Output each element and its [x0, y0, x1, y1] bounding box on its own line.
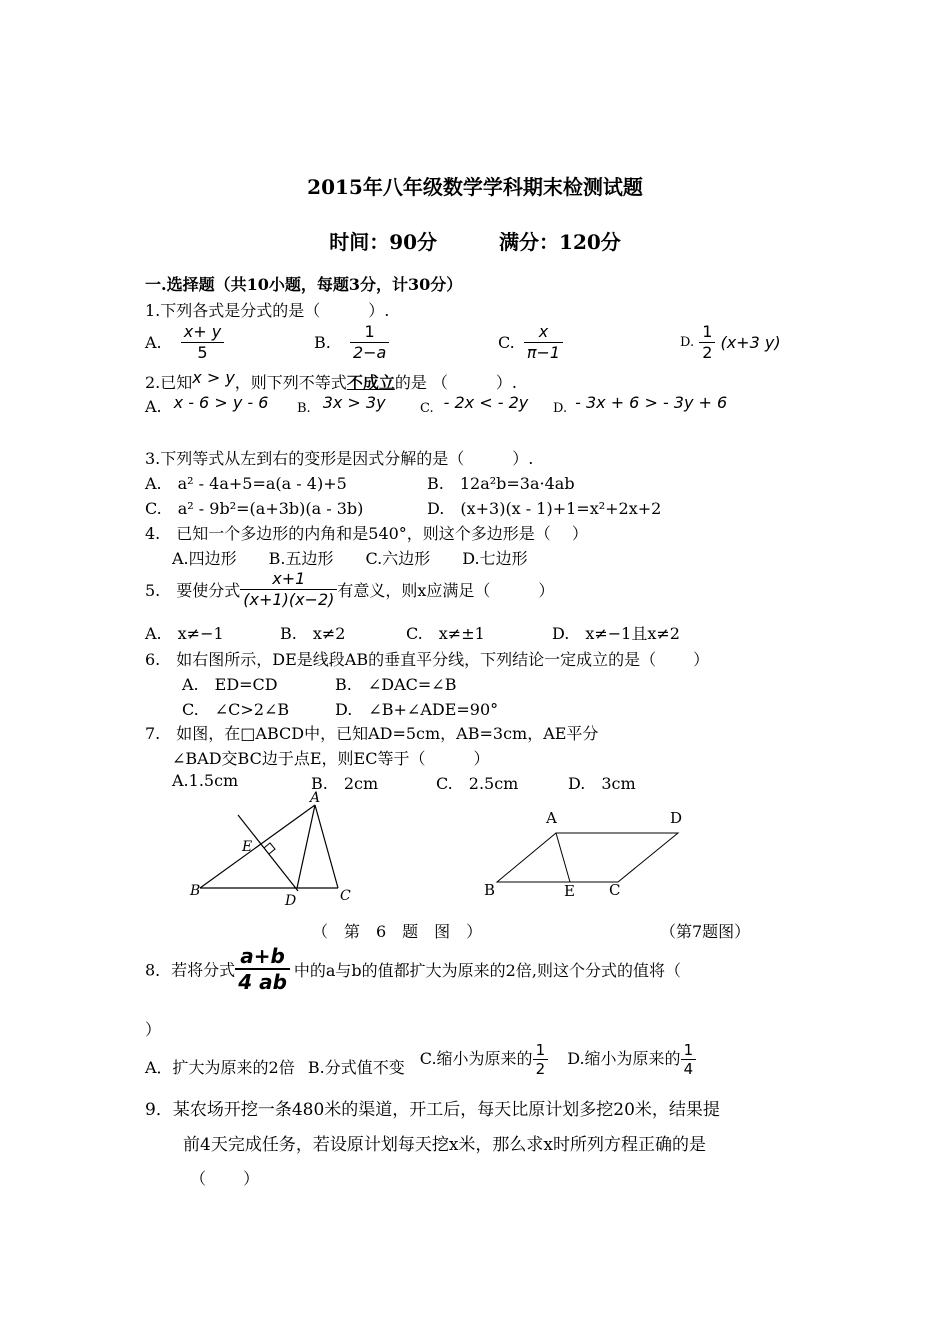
q1-option-a: A. $\frac{x+ y}{5}$ [145, 322, 224, 363]
time-label: 时间：90分 [329, 230, 438, 254]
q2-option-d: D. - 3x + 6 > - 3y + 6 [553, 393, 728, 416]
q3-stem: 3.下列等式从左到右的变形是因式分解的是（ ）. [145, 449, 534, 468]
q7-option-b: B. 2cm [311, 774, 379, 793]
q7-option-a: A.1.5cm [172, 771, 239, 790]
q2-option-a: A. x - 6 > y - 6 [145, 393, 269, 416]
q7-option-c: C. 2.5cm [436, 774, 519, 793]
label-b: B [484, 881, 496, 899]
q8-options [145, 1041, 696, 1078]
q4-options: A.四边形 B.五边形 C.六边形 D.七边形 [172, 549, 528, 568]
figure-6 [180, 785, 380, 915]
q2-option-c: C. - 2x < - 2y [420, 393, 529, 416]
q3-option-b: B. 12a²b=3a·4ab [427, 474, 575, 493]
q2-option-b: B. 3x > 3y [297, 393, 386, 416]
segment-ad [297, 805, 315, 888]
q8-option-b: B.分式值不变 [307, 1058, 405, 1077]
segment-ac [315, 805, 338, 888]
label-a: A [546, 809, 557, 827]
q9-stem-line2: 前4天完成任务，若设原计划每天挖x米，那么求x时所列方程正确的是 [183, 1135, 706, 1155]
label-a: A [310, 790, 321, 806]
q8-option-d: D.缩小为原来的 $\frac{1}{4}$ [567, 1049, 696, 1068]
q7-stem-line2: ∠BAD交BC边于点E，则EC等于（ ） [172, 749, 490, 768]
label-d: D [285, 893, 297, 909]
q5-option-b: B. x≠2 [280, 624, 346, 643]
q8-stem: 8．若将分式 $\frac{a+b}{4 ab}$ 中的a与b的值都扩大为原来的2倍,则这个分式的值将（ [145, 944, 681, 994]
section-heading: 一.选择题（共10小题，每题3分，计30分） [145, 275, 463, 294]
right-angle-mark [264, 843, 275, 854]
q8-stem-end: ） [145, 1020, 162, 1039]
q3-option-a: A. a² - 4a+5=a(a - 4)+5 [145, 474, 347, 493]
segment-ab [200, 805, 315, 888]
q8-option-c: C.缩小为原来的 $\frac{1}{2}$ [420, 1049, 548, 1068]
q6-stem: 6. 如右图所示，DE是线段AB的垂直平分线，下列结论一定成立的是（ ） [145, 650, 710, 669]
q7-option-d: D. 3cm [568, 774, 636, 793]
q6-option-a: A. ED=CD [182, 675, 278, 694]
exam-info [0, 226, 950, 255]
figure-7 [480, 805, 700, 900]
label-b: B [190, 883, 201, 899]
q3-option-c: C. a² - 9b²=(a+3b)(a - 3b) [145, 499, 364, 518]
q2-stem: 2.已知x > y，则下列不等式不成立的是 （ ）. [145, 368, 518, 392]
q3-option-d: D. (x+3)(x - 1)+1=x²+2x+2 [427, 499, 662, 518]
q5-stem: 5. 要使分式 $\frac{x+1}{(x+1)(x-2)}$ 有意义，则x应满足（ ） [145, 569, 555, 609]
q1-option-d: D. $\frac{1}{2}$ (x+3 y) [680, 322, 781, 362]
q5-option-d: D. x≠−1且x≠2 [552, 624, 680, 643]
label-d: D [670, 809, 683, 827]
q9-answer-blank: （ ） [190, 1169, 260, 1188]
segment-ae [556, 833, 570, 882]
q1-option-c: C. $\frac{x}{\pi-1}$ [498, 322, 563, 363]
q4-stem: 4. 已知一个多边形的内角和是540°，则这个多边形是（ ） [145, 524, 588, 543]
q8-option-a: A．扩大为原来的2倍 [145, 1058, 295, 1077]
q5-option-c: C. x≠±1 [406, 624, 485, 643]
label-e: E [242, 839, 253, 855]
label-c: C [340, 888, 351, 904]
q6-option-c: C. ∠C>2∠B [182, 700, 290, 719]
q6-option-d: D. ∠B+∠ADE=90° [335, 700, 499, 719]
parallelogram-abcd [497, 833, 678, 882]
q6-option-b: B. ∠DAC=∠B [335, 675, 457, 694]
q5-option-a: A. x≠−1 [145, 624, 224, 643]
q1-option-b: B. $\frac{1}{2-a}$ [314, 322, 389, 363]
q9-stem-line1: 9．某农场开挖一条480米的渠道，开工后，每天比原计划多挖20米，结果提 [145, 1100, 720, 1120]
score-label: 满分：120分 [499, 230, 621, 254]
label-e: E [564, 882, 575, 900]
figure-7-caption: （第7题图） [660, 922, 751, 941]
page-title: 2015年八年级数学学科期末检测试题 [307, 175, 643, 199]
label-c: C [609, 881, 621, 899]
q1-stem: 1.下列各式是分式的是（ ）. [145, 301, 390, 320]
q7-stem-line1: 7. 如图，在□ABCD中，已知AD=5cm，AB=3cm，AE平分 [145, 724, 599, 743]
figure-6-caption: （ 第 6 题 图 ） [312, 922, 483, 941]
